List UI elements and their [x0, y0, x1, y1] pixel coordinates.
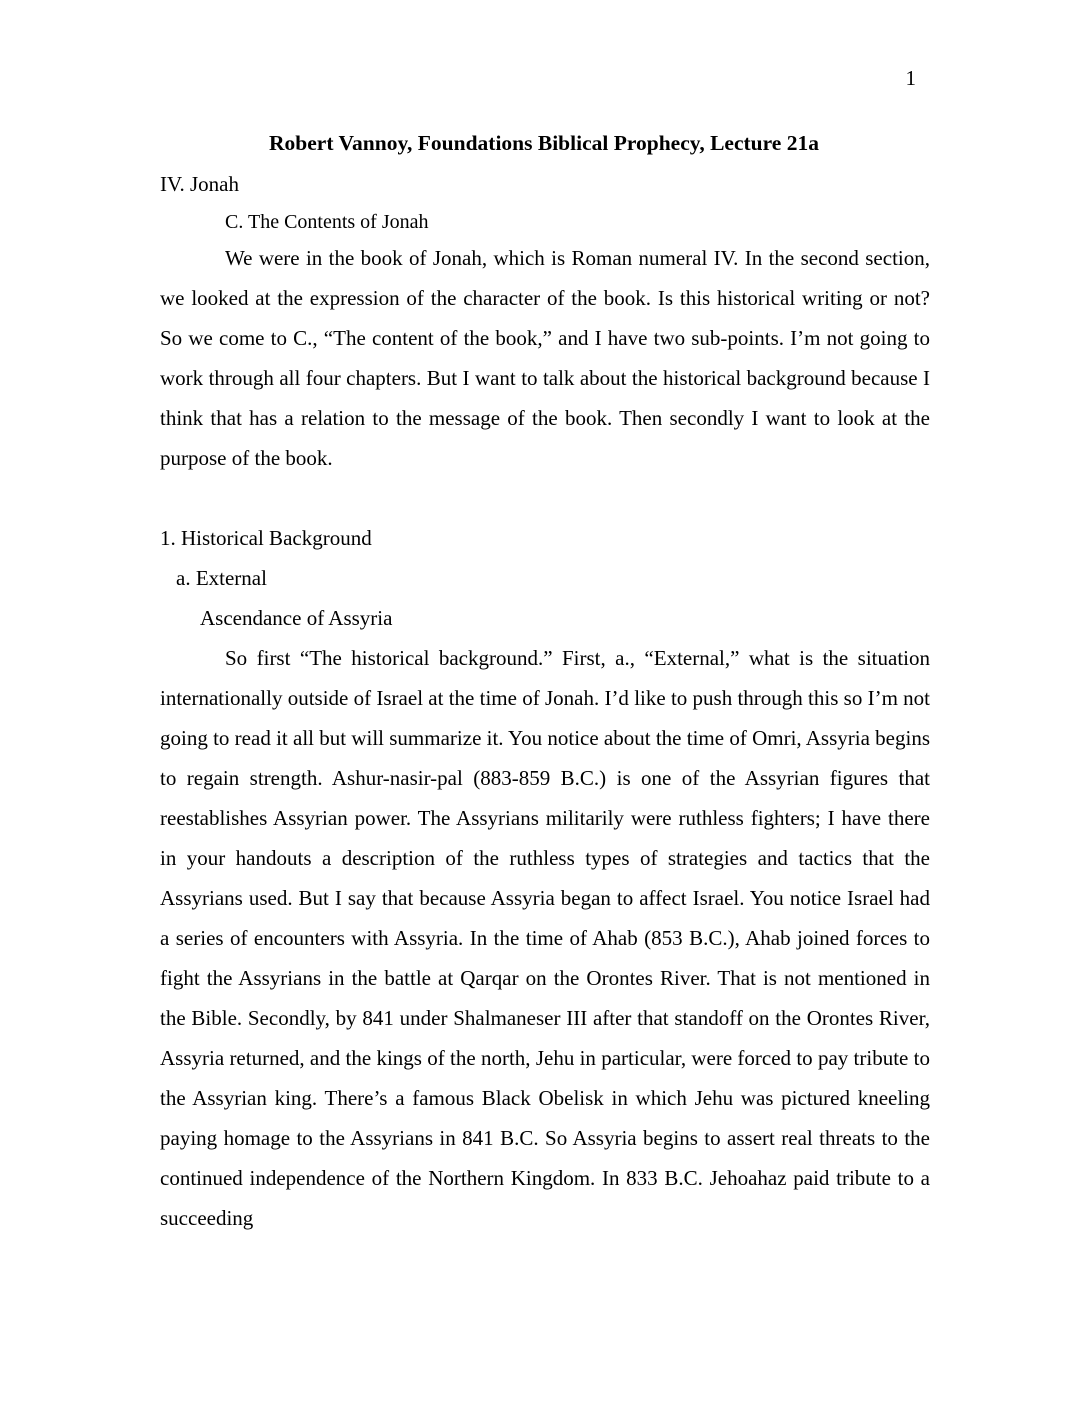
outline-subsection-heading: C. The Contents of Jonah: [225, 211, 429, 233]
paragraph-historical-background: So first “The historical background.” First, a., “External,” what is the situation internationally outside of Israel at the time of Jonah. I’d like to push through this so I’m not going to read it all but will summarize it. You notice about the time of Omri, Assyria begins to regain strength. Ashur-nasir-pal (883-859 B.C.) is one of the Assyrian figures that reestablishes Assyrian power. The Assyrians militarily were ruthless fighters; I have there in your handouts a description of the ruthless types of strategies and tactics that the Assyrians used. But I say that because Assyria began to affect Israel. You notice Israel had a series of encounters with Assyria. In the time of Ahab (853 B.C.), Ahab joined forces to fight the Assyrians in the battle at Qarqar on the Orontes River. That is not mentioned in the Bible. Secondly, by 841 under Shalmaneser III after that standoff on the Orontes River, Assyria returned, and the kings of the north, Jehu in particular, were forced to pay tribute to the Assyrian king. There’s a famous Black Obelisk in which Jehu was pictured kneeling paying homage to the Assyrians in 841 B.C. So Assyria begins to assert real threats to the continued independence of the Northern Kingdom. In 833 B.C. Jehoahaz paid tribute to a succeeding: [160, 646, 930, 1230]
page-title: Robert Vannoy, Foundations Biblical Prophecy, Lecture 21a: [269, 131, 819, 155]
paragraph-intro: We were in the book of Jonah, which is Roman numeral IV. In the second section, we looked at the expression of the character of the book. Is this historical writing or not? So we come to C., “The content of the book,” and I have two sub-points. I’m not going to work through all four chapters. But I want to talk about the historical background because I think that has a relation to the message of the book. Then secondly I want to look at the purpose of the book.: [160, 246, 930, 470]
page-number: 1: [905, 66, 916, 90]
heading-external: a. External: [176, 566, 267, 590]
heading-historical-background: 1. Historical Background: [160, 526, 372, 550]
outline-section-heading: IV. Jonah: [160, 172, 239, 196]
heading-ascendance-of-assyria: Ascendance of Assyria: [200, 606, 393, 630]
